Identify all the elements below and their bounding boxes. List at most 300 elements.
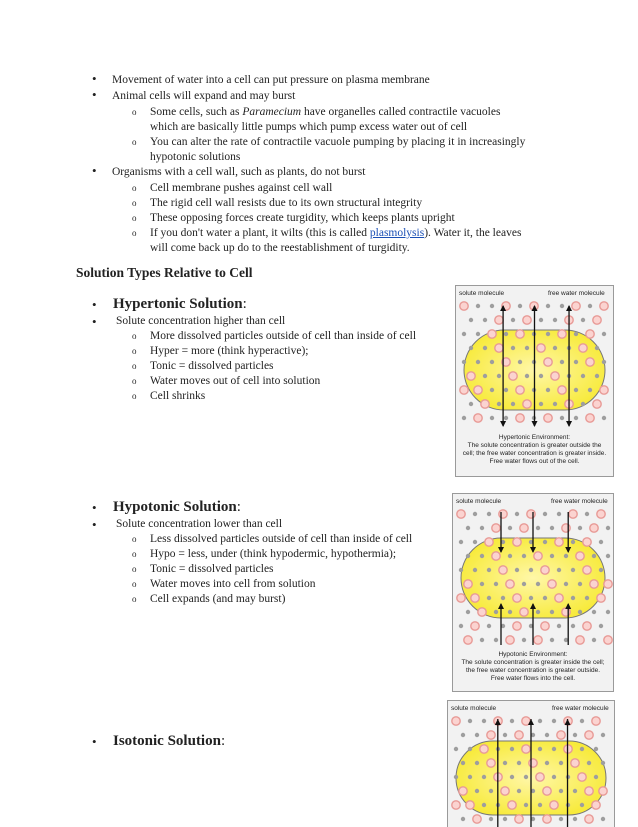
water-molecule	[510, 747, 514, 751]
water-molecule	[594, 747, 598, 751]
water-molecule	[524, 803, 528, 807]
free-water-molecule-label: free water molecule	[552, 705, 609, 712]
water-molecule	[573, 817, 577, 821]
sub-list-item: These opposing forces create turgidity, which keeps plants upright	[150, 212, 455, 224]
water-molecule	[497, 374, 501, 378]
solute-molecule	[487, 759, 495, 767]
solute-molecule	[522, 745, 530, 753]
water-molecule	[599, 568, 603, 572]
water-molecule	[529, 568, 533, 572]
water-molecule	[585, 512, 589, 516]
solute-molecule	[520, 524, 528, 532]
water-molecule	[476, 332, 480, 336]
solute-molecule	[509, 372, 517, 380]
solute-molecule-label: solute molecule	[459, 290, 505, 297]
water-molecule	[588, 388, 592, 392]
solute-molecule	[515, 731, 523, 739]
water-molecule	[571, 568, 575, 572]
solute-molecule	[585, 731, 593, 739]
water-molecule	[564, 638, 568, 642]
solute-molecule	[541, 622, 549, 630]
solute-molecule	[537, 344, 545, 352]
water-molecule	[546, 332, 550, 336]
water-molecule	[553, 402, 557, 406]
solute-molecule	[467, 372, 475, 380]
water-molecule	[469, 346, 473, 350]
water-molecule	[552, 775, 556, 779]
sub-list-item-cont: which are basically little pumps which pump excess water out of cell	[150, 121, 468, 133]
solute-molecule	[523, 316, 531, 324]
sub-list-item: Less dissolved particles outside of cell than inside of cell	[150, 533, 413, 545]
water-molecule	[564, 554, 568, 558]
solute-molecule	[520, 608, 528, 616]
water-molecule	[559, 761, 563, 765]
water-molecule	[525, 346, 529, 350]
solute-molecule	[480, 745, 488, 753]
solute-molecule	[457, 510, 465, 518]
water-molecule	[473, 512, 477, 516]
solute-molecule	[541, 566, 549, 574]
water-molecule	[546, 388, 550, 392]
water-molecule	[545, 733, 549, 737]
isotonic-figure	[447, 700, 615, 827]
solute-molecule	[548, 580, 556, 588]
solute-molecule	[551, 372, 559, 380]
solute-molecule	[452, 717, 460, 725]
water-molecule	[573, 733, 577, 737]
solute-molecule	[495, 344, 503, 352]
solute-molecule	[569, 510, 577, 518]
water-molecule	[454, 775, 458, 779]
solute-molecule	[536, 773, 544, 781]
solute-molecule	[572, 302, 580, 310]
water-molecule	[550, 554, 554, 558]
solute-molecule	[471, 594, 479, 602]
water-molecule	[508, 554, 512, 558]
water-molecule	[475, 733, 479, 737]
water-molecule	[560, 360, 564, 364]
sub-list-item: Tonic = dissolved particles	[150, 360, 274, 372]
solute-molecule-label: solute molecule	[456, 498, 502, 505]
water-molecule	[518, 304, 522, 308]
water-molecule	[466, 526, 470, 530]
water-molecule	[466, 610, 470, 614]
solute-molecule	[478, 608, 486, 616]
solute-molecule	[506, 580, 514, 588]
solute-molecule	[527, 510, 535, 518]
water-molecule	[539, 318, 543, 322]
water-molecule	[487, 596, 491, 600]
isotonic-diagram	[448, 701, 614, 827]
bullet-icon: •	[92, 734, 97, 749]
sub-list-item: The rigid cell wall resists due to its own structural integrity	[150, 197, 423, 209]
isotonic-title: Isotonic Solution:	[113, 733, 226, 749]
list-item: Organisms with a cell wall, such as plants, do not burst	[112, 166, 366, 178]
bullet-icon: •	[92, 297, 97, 312]
bullet-icon: •	[92, 87, 97, 102]
water-molecule	[578, 526, 582, 530]
water-molecule	[459, 568, 463, 572]
water-molecule	[585, 596, 589, 600]
water-molecule	[559, 789, 563, 793]
solute-molecule	[544, 414, 552, 422]
water-molecule	[482, 719, 486, 723]
water-molecule	[578, 610, 582, 614]
solute-molecule	[492, 524, 500, 532]
water-molecule	[539, 402, 543, 406]
water-molecule	[483, 346, 487, 350]
solute-molecule	[466, 801, 474, 809]
sub-bullet-icon: o	[132, 107, 137, 117]
water-molecule	[494, 638, 498, 642]
solute-molecule	[579, 344, 587, 352]
water-molecule	[539, 374, 543, 378]
solute-molecule	[583, 566, 591, 574]
water-molecule	[580, 719, 584, 723]
solute-molecule	[576, 552, 584, 560]
water-molecule	[490, 388, 494, 392]
water-molecule	[546, 304, 550, 308]
water-molecule	[515, 568, 519, 572]
solute-molecule	[586, 358, 594, 366]
solute-molecule	[562, 524, 570, 532]
water-molecule	[524, 775, 528, 779]
water-molecule	[573, 789, 577, 793]
water-molecule	[503, 733, 507, 737]
solute-molecule	[529, 759, 537, 767]
water-molecule	[580, 747, 584, 751]
water-molecule	[522, 638, 526, 642]
water-molecule	[595, 346, 599, 350]
water-molecule	[543, 540, 547, 544]
water-molecule	[602, 416, 606, 420]
water-molecule	[515, 512, 519, 516]
water-molecule	[476, 304, 480, 308]
water-molecule	[462, 332, 466, 336]
water-molecule	[487, 624, 491, 628]
water-molecule	[553, 318, 557, 322]
solute-molecule	[558, 386, 566, 394]
solute-molecule	[460, 302, 468, 310]
water-molecule	[480, 526, 484, 530]
water-molecule	[489, 817, 493, 821]
solute-molecule	[485, 538, 493, 546]
solute-molecule	[471, 622, 479, 630]
water-molecule	[574, 416, 578, 420]
water-molecule	[483, 318, 487, 322]
water-molecule	[571, 596, 575, 600]
water-molecule	[522, 582, 526, 586]
solute-molecule	[516, 386, 524, 394]
water-molecule	[511, 318, 515, 322]
water-molecule	[601, 733, 605, 737]
water-molecule	[487, 568, 491, 572]
solute-molecule	[501, 787, 509, 795]
water-molecule	[489, 789, 493, 793]
sub-bullet-icon: o	[132, 331, 137, 341]
water-molecule	[560, 416, 564, 420]
water-molecule	[550, 610, 554, 614]
sub-list-item: More dissolved particles outside of cell than inside of cell	[150, 330, 417, 342]
water-molecule	[580, 803, 584, 807]
water-molecule	[476, 360, 480, 364]
water-molecule	[536, 582, 540, 586]
bullet-icon: •	[92, 71, 97, 86]
solute-molecule	[513, 594, 521, 602]
water-molecule	[480, 638, 484, 642]
sub-bullet-icon: o	[132, 228, 137, 238]
water-molecule	[574, 388, 578, 392]
sub-list-item: Cell expands (and may burst)	[150, 593, 286, 605]
sub-list-item: Cell membrane pushes against cell wall	[150, 182, 333, 194]
water-molecule	[599, 624, 603, 628]
water-molecule	[599, 540, 603, 544]
water-molecule	[560, 304, 564, 308]
water-molecule	[468, 719, 472, 723]
solute-molecule	[586, 330, 594, 338]
water-molecule	[462, 416, 466, 420]
water-molecule	[594, 775, 598, 779]
sub-list-item-cont: will come back up do to the reestablishment of turgidity.	[150, 242, 410, 254]
water-molecule	[461, 817, 465, 821]
water-molecule	[517, 761, 521, 765]
water-molecule	[564, 582, 568, 586]
sub-list-item: Cell shrinks	[150, 390, 206, 402]
sub-bullet-icon: o	[132, 549, 137, 559]
solute-molecule	[585, 787, 593, 795]
water-molecule	[461, 733, 465, 737]
solute-molecule	[544, 358, 552, 366]
water-molecule	[536, 610, 540, 614]
water-molecule	[508, 526, 512, 530]
solute-molecule	[592, 717, 600, 725]
water-molecule	[494, 610, 498, 614]
water-molecule	[483, 374, 487, 378]
water-molecule	[592, 610, 596, 614]
water-molecule	[517, 789, 521, 793]
solute-molecule	[562, 608, 570, 616]
water-molecule	[462, 360, 466, 364]
water-molecule	[482, 803, 486, 807]
solute-molecule	[513, 622, 521, 630]
water-molecule	[588, 304, 592, 308]
list-item: Solute concentration higher than cell	[116, 315, 286, 327]
solute-molecule	[513, 538, 521, 546]
solute-molecule	[600, 386, 608, 394]
solute-molecule	[571, 759, 579, 767]
water-molecule	[538, 747, 542, 751]
water-molecule	[487, 512, 491, 516]
solute-molecule	[523, 400, 531, 408]
solute-molecule	[593, 400, 601, 408]
water-molecule	[503, 761, 507, 765]
solute-molecule	[508, 801, 516, 809]
water-molecule	[504, 332, 508, 336]
sub-bullet-icon: o	[132, 137, 137, 147]
water-molecule	[482, 775, 486, 779]
water-molecule	[510, 775, 514, 779]
sub-list-item: Tonic = dissolved particles	[150, 563, 274, 575]
figure-caption: Hypotonic Environment: The solute concentration is greater inside the cell; the free water concentration is greater outside. Free water flows into the cell.	[461, 651, 605, 682]
solute-molecule	[586, 414, 594, 422]
solute-molecule	[487, 731, 495, 739]
water-molecule	[552, 719, 556, 723]
solute-molecule	[534, 552, 542, 560]
water-molecule	[543, 596, 547, 600]
water-molecule	[606, 526, 610, 530]
plasmolysis-link[interactable]: plasmolysis	[369, 227, 425, 239]
solute-molecule	[555, 538, 563, 546]
water-molecule	[504, 416, 508, 420]
water-molecule	[606, 610, 610, 614]
sub-bullet-icon: o	[132, 346, 137, 356]
solute-molecule	[474, 386, 482, 394]
water-molecule	[480, 582, 484, 586]
solute-molecule	[543, 815, 551, 823]
water-molecule	[511, 346, 515, 350]
water-molecule	[475, 789, 479, 793]
water-molecule	[559, 817, 563, 821]
water-molecule	[466, 554, 470, 558]
solute-molecule	[499, 510, 507, 518]
water-molecule	[552, 747, 556, 751]
water-molecule	[557, 512, 561, 516]
solute-molecule	[583, 622, 591, 630]
solute-molecule	[460, 386, 468, 394]
water-molecule	[469, 318, 473, 322]
sub-list-item: If you don't water a plant, it wilts (this is called plasmolysis). Water it, the leaves	[150, 227, 522, 239]
solute-molecule	[576, 636, 584, 644]
solute-molecule	[557, 731, 565, 739]
sub-bullet-icon: o	[132, 376, 137, 386]
water-molecule	[525, 374, 529, 378]
solute-molecule	[599, 787, 607, 795]
sub-bullet-icon: o	[132, 213, 137, 223]
water-molecule	[468, 747, 472, 751]
water-molecule	[601, 817, 605, 821]
solute-molecule	[459, 787, 467, 795]
sub-list-item: Water moves into cell from solution	[150, 578, 316, 590]
water-molecule	[536, 526, 540, 530]
water-molecule	[522, 554, 526, 558]
water-molecule	[557, 568, 561, 572]
bullet-icon: •	[92, 314, 97, 329]
water-molecule	[529, 596, 533, 600]
water-molecule	[571, 624, 575, 628]
solute-molecule	[457, 594, 465, 602]
sub-bullet-icon: o	[132, 594, 137, 604]
sub-list-item: Hypo = less, under (think hypodermic, hypothermia);	[150, 548, 397, 560]
water-molecule	[501, 596, 505, 600]
water-molecule	[480, 554, 484, 558]
solute-molecule	[604, 580, 612, 588]
solute-molecule	[516, 414, 524, 422]
water-molecule	[571, 540, 575, 544]
water-molecule	[503, 817, 507, 821]
water-molecule	[557, 624, 561, 628]
solute-molecule	[604, 636, 612, 644]
list-item: Solute concentration lower than cell	[116, 518, 283, 530]
solute-molecule	[597, 594, 605, 602]
solute-molecule	[506, 636, 514, 644]
solute-molecule	[474, 414, 482, 422]
water-molecule	[543, 512, 547, 516]
sub-bullet-icon: o	[132, 579, 137, 589]
sub-bullet-icon: o	[132, 534, 137, 544]
sub-bullet-icon: o	[132, 391, 137, 401]
water-molecule	[497, 402, 501, 406]
water-molecule	[592, 554, 596, 558]
water-molecule	[473, 568, 477, 572]
water-molecule	[490, 304, 494, 308]
solute-molecule	[555, 594, 563, 602]
hypotonic-title: Hypotonic Solution:	[113, 499, 241, 515]
sub-bullet-icon: o	[132, 564, 137, 574]
solute-molecule	[597, 510, 605, 518]
solute-molecule	[488, 330, 496, 338]
solute-molecule	[583, 538, 591, 546]
hypertonic-title: Hypertonic Solution:	[113, 296, 247, 312]
solute-molecule	[499, 566, 507, 574]
solute-molecule	[492, 552, 500, 560]
water-molecule	[601, 761, 605, 765]
water-molecule	[504, 388, 508, 392]
water-molecule	[510, 719, 514, 723]
solute-molecule	[592, 801, 600, 809]
solute-molecule	[543, 787, 551, 795]
solute-molecule	[495, 316, 503, 324]
sub-list-item: Some cells, such as Paramecium have organelles called contractile vacuoles	[150, 106, 501, 118]
water-molecule	[459, 540, 463, 544]
hypertonic-figure	[455, 285, 614, 477]
water-molecule	[553, 346, 557, 350]
water-molecule	[606, 554, 610, 558]
figure-caption: Hypertonic Environment: The solute concentration is greater outside the cell; the free water concentration is greater inside. Free water flows out of the cell.	[462, 434, 607, 465]
list-item: Animal cells will expand and may burst	[112, 90, 296, 102]
water-molecule	[581, 318, 585, 322]
sub-list-item: You can alter the rate of contractile vacuole pumping by placing it in increasingly	[150, 136, 526, 148]
sub-bullet-icon: o	[132, 361, 137, 371]
solute-molecule	[464, 580, 472, 588]
free-water-molecule-label: free water molecule	[551, 498, 608, 505]
solute-molecule	[558, 330, 566, 338]
sub-list-item: Water moves out of cell into solution	[150, 375, 321, 387]
solute-molecule	[464, 636, 472, 644]
water-molecule	[574, 360, 578, 364]
hypotonic-figure	[452, 493, 614, 692]
bullet-icon: •	[92, 517, 97, 532]
water-molecule	[592, 638, 596, 642]
bullet-icon: •	[92, 163, 97, 178]
solute-molecule	[590, 580, 598, 588]
solute-molecule	[550, 801, 558, 809]
section-heading: Solution Types Relative to Cell	[76, 265, 253, 280]
solute-molecule	[585, 815, 593, 823]
solute-molecule	[516, 330, 524, 338]
water-molecule	[490, 360, 494, 364]
solute-molecule	[515, 815, 523, 823]
water-molecule	[518, 360, 522, 364]
sub-list-item: Hyper = more (think hyperactive);	[150, 345, 309, 357]
water-molecule	[475, 761, 479, 765]
solute-molecule-label: solute molecule	[451, 705, 497, 712]
water-molecule	[508, 610, 512, 614]
water-molecule	[587, 761, 591, 765]
sub-bullet-icon: o	[132, 198, 137, 208]
water-molecule	[473, 540, 477, 544]
water-molecule	[581, 374, 585, 378]
list-item: Movement of water into a cell can put pressure on plasma membrane	[112, 74, 430, 86]
